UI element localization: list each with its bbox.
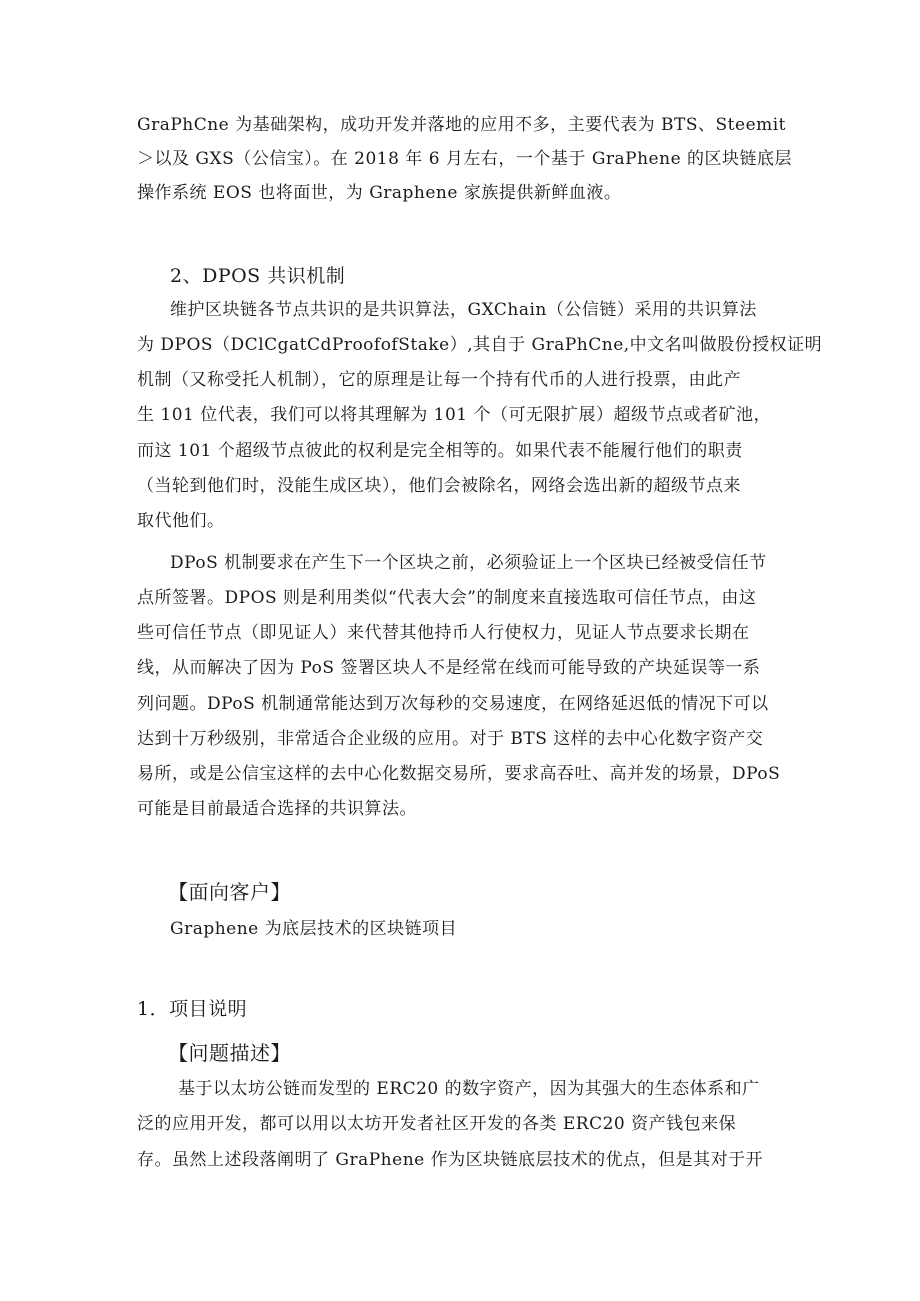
- dpos-para2-line: 线，从而解决了因为 PoS 签署区块人不是经常在线而可能导致的产块延误等一系: [137, 658, 761, 678]
- project-heading: 1．项目说明: [137, 998, 248, 1020]
- intro-line-3: 操作系统 EOS 也将面世，为 Graphene 家族提供新鲜血液。: [137, 183, 622, 203]
- dpos-section-heading: 2、DPOS 共识机制: [170, 265, 346, 287]
- problem-para-line: 基于以太坊公链而发型的 ERC20 的数字资产，因为其强大的生态体系和广: [178, 1079, 760, 1099]
- dpos-para1-line: 维护区块链各节点共识的是共识算法，GXChain（公信链）采用的共识算法: [170, 300, 757, 320]
- problem-para-line: 存。虽然上述段落阐明了 GraPhene 作为区块链底层技术的优点，但是其对于开: [137, 1150, 764, 1170]
- dpos-para2-line: 易所，或是公信宝这样的去中心化数据交易所，要求高吞吐、高并发的场景，DPoS: [137, 764, 781, 784]
- customer-text: Graphene 为底层技术的区块链项目: [170, 919, 458, 939]
- dpos-para1-line: 为 DPOS（DClCgatCdProofofStake）,其自于 GraPhCne,中文名叫做股份授权证明: [137, 335, 823, 355]
- dpos-para1-line: （当轮到他们时，没能生成区块），他们会被除名，网络会选出新的超级节点来: [137, 476, 741, 496]
- dpos-para2-line: 达到十万秒级别，非常适合企业级的应用。对于 BTS 这样的去中心化数字资产交: [137, 729, 764, 749]
- problem-heading: 【问题描述】: [168, 1041, 291, 1065]
- dpos-para2-line: 列问题。DPoS 机制通常能达到万次每秒的交易速度，在网络延迟低的情况下可以: [137, 694, 769, 714]
- dpos-para1-line: 取代他们。: [137, 511, 225, 531]
- dpos-para2-line: 些可信任节点（即见证人）来代替其他持币人行使权力，见证人节点要求长期在: [137, 623, 750, 643]
- intro-line-2: ＞以及 GXS（公信宝）。在 2018 年 6 月左右，一个基于 GraPhene 的区块链底层: [137, 149, 793, 169]
- dpos-para1-line: 机制（又称受托人机制），它的原理是让每一个持有代币的人进行投票，由此产: [137, 370, 741, 390]
- dpos-para2-line: 可能是目前最适合选择的共识算法。: [137, 799, 417, 819]
- dpos-para1-line: 生 101 位代表，我们可以将其理解为 101 个（可无限扩展）超级节点或者矿池，: [137, 405, 772, 425]
- intro-line-1: GraPhCne 为基础架构，成功开发并落地的应用不多，主要代表为 BTS、Steemit: [137, 115, 787, 135]
- dpos-para2-line: DPoS 机制要求在产生下一个区块之前，必须验证上一个区块已经被受信任节: [170, 553, 767, 573]
- customer-heading: 【面向客户】: [168, 880, 291, 904]
- dpos-para1-line: 而这 101 个超级节点彼此的权利是完全相等的。如果代表不能履行他们的职责: [137, 441, 743, 461]
- dpos-para2-line: 点所签署。DPOS 则是利用类似“代表大会”的制度来直接选取可信任节点，由这: [137, 588, 757, 608]
- problem-para-line: 泛的应用开发，都可以用以太坊开发者社区开发的各类 ERC20 资产钱包来保: [137, 1114, 737, 1134]
